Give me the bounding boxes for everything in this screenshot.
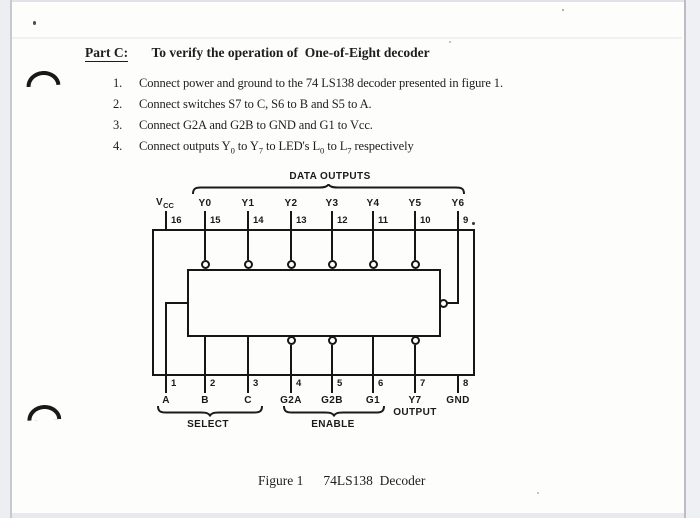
wire-pin16 <box>165 211 167 231</box>
list-item-text: Connect power and ground to the 74 LS138 decoder presented in figure 1. <box>139 76 503 90</box>
select-label: SELECT <box>187 419 229 430</box>
part-label: Part C: <box>85 45 129 60</box>
list-item-text: Connect G2A and G2B to GND and G1 to Vcc. <box>139 118 373 132</box>
pen-mark-arc-bottom <box>27 404 62 421</box>
pin-label-gnd: GND <box>446 395 470 406</box>
wire-pin2 <box>204 337 206 393</box>
wire-pin13 <box>290 211 292 260</box>
scan-speck <box>33 21 36 25</box>
pin-label-g2a: G2A <box>280 395 302 406</box>
bubble-y7 <box>411 336 420 345</box>
data-outputs-brace <box>192 184 465 195</box>
wire-pin8 <box>457 375 459 393</box>
enable-brace <box>283 406 385 417</box>
page-title: To verify the operation of One-of-Eight decoder <box>151 45 430 60</box>
wire-pin11 <box>372 211 374 260</box>
list-item-text: Connect switches S7 to C, S6 to B and S5 to A. <box>139 97 372 111</box>
subscript: 7 <box>347 145 352 156</box>
pin-label-a: A <box>162 395 170 406</box>
bubble-y5 <box>411 260 420 269</box>
logic-body <box>187 269 441 337</box>
scan-edge-left <box>0 0 12 518</box>
bubble-y1 <box>244 260 253 269</box>
scan-speck <box>562 9 564 11</box>
pin-label-y4: Y4 <box>366 198 380 209</box>
list-item-number: 2. <box>113 97 123 111</box>
wire-pin4 <box>290 345 292 393</box>
text-run: to L <box>324 139 348 153</box>
pin-label-c: C <box>244 395 252 406</box>
pin-number-10: 10 <box>420 215 431 226</box>
wire-pin6 <box>372 337 374 393</box>
subscript: 0 <box>320 145 325 156</box>
data-outputs-label: DATA OUTPUTS <box>289 171 371 182</box>
pin-number-9: 9 <box>463 215 469 226</box>
pin-number-2: 2 <box>210 378 216 389</box>
wire-pin10 <box>414 211 416 260</box>
pin-label-vcc <box>144 197 186 210</box>
wire-pin15 <box>204 211 206 260</box>
text-run: to Y <box>234 139 259 153</box>
bubble-y0 <box>201 260 210 269</box>
wire-pin3 <box>247 337 249 393</box>
bubble-y2 <box>287 260 296 269</box>
pin-number-1: 1 <box>171 378 177 389</box>
pin-label-g2b: G2B <box>321 395 343 406</box>
subscript: 0 <box>230 145 235 156</box>
bubble-y4 <box>369 260 378 269</box>
list-item-text <box>139 139 414 156</box>
pin-number-14: 14 <box>253 215 264 226</box>
scan-edge-right <box>684 0 700 518</box>
enable-label: ENABLE <box>311 419 355 430</box>
pin-label-y3: Y3 <box>325 198 339 209</box>
list-item-number: 4. <box>113 139 123 153</box>
pin-number-6: 6 <box>378 378 384 389</box>
pin-number-13: 13 <box>296 215 307 226</box>
pin-label-y6: Y6 <box>451 198 465 209</box>
y7-output-sublabel: OUTPUT <box>393 407 437 418</box>
figure-caption <box>258 473 425 489</box>
pin-number-11: 11 <box>378 215 389 226</box>
wire-pin5 <box>331 345 333 393</box>
list-item-number: 1. <box>113 76 123 90</box>
select-brace <box>157 406 263 417</box>
pin-label-y7: Y7 <box>408 395 422 406</box>
scan-edge-top <box>0 0 700 2</box>
bubble-g2b <box>328 336 337 345</box>
wire-pin9-horizontal <box>447 302 458 304</box>
pin-number-5: 5 <box>337 378 343 389</box>
figure-title: 74LS138 Decoder <box>323 473 426 488</box>
bubble-y6 <box>439 299 448 308</box>
pin-number-3: 3 <box>253 378 259 389</box>
list-item-number: 3. <box>113 118 123 132</box>
pin-number-16: 16 <box>171 215 182 226</box>
pin-label-g1: G1 <box>365 395 381 406</box>
wire-pin1 <box>165 302 167 393</box>
decoder-diagram <box>130 168 495 443</box>
instruction-list <box>113 76 503 160</box>
section-header <box>85 45 430 61</box>
pin-number-7: 7 <box>420 378 426 389</box>
pin-label-y0: Y0 <box>198 198 212 209</box>
figure-number: Figure 1 <box>258 473 304 488</box>
scan-edge-bottom <box>0 513 700 518</box>
wire-pin7 <box>414 345 416 393</box>
wire-pin14 <box>247 211 249 260</box>
pin-label-y2: Y2 <box>284 198 298 209</box>
pin-number-12: 12 <box>337 215 348 226</box>
pen-mark-arc-top <box>26 70 61 87</box>
list-item <box>113 97 503 118</box>
scan-speck <box>537 492 539 494</box>
subscript: 7 <box>258 145 263 156</box>
pin-number-4: 4 <box>296 378 302 389</box>
scan-speck <box>449 41 451 43</box>
text-run: respectively <box>351 139 414 153</box>
bubble-g2a <box>287 336 296 345</box>
list-item <box>113 76 503 97</box>
scan-fold-line <box>12 37 682 39</box>
wire-pin9 <box>457 211 459 304</box>
list-item <box>113 118 503 139</box>
wire-pin1-horizontal <box>165 302 188 304</box>
text-run: to LED's L <box>262 139 321 153</box>
pin-label-y5: Y5 <box>408 198 422 209</box>
bubble-y3 <box>328 260 337 269</box>
list-item <box>113 139 503 160</box>
text-run: Connect outputs Y <box>139 139 231 153</box>
pin-number-15: 15 <box>210 215 221 226</box>
pin-label-y1: Y1 <box>241 198 255 209</box>
text-run: V <box>156 197 164 208</box>
pin-number-8: 8 <box>463 378 469 389</box>
pin-label-b: B <box>201 395 209 406</box>
wire-pin12 <box>331 211 333 260</box>
subscript: CC <box>163 201 174 210</box>
